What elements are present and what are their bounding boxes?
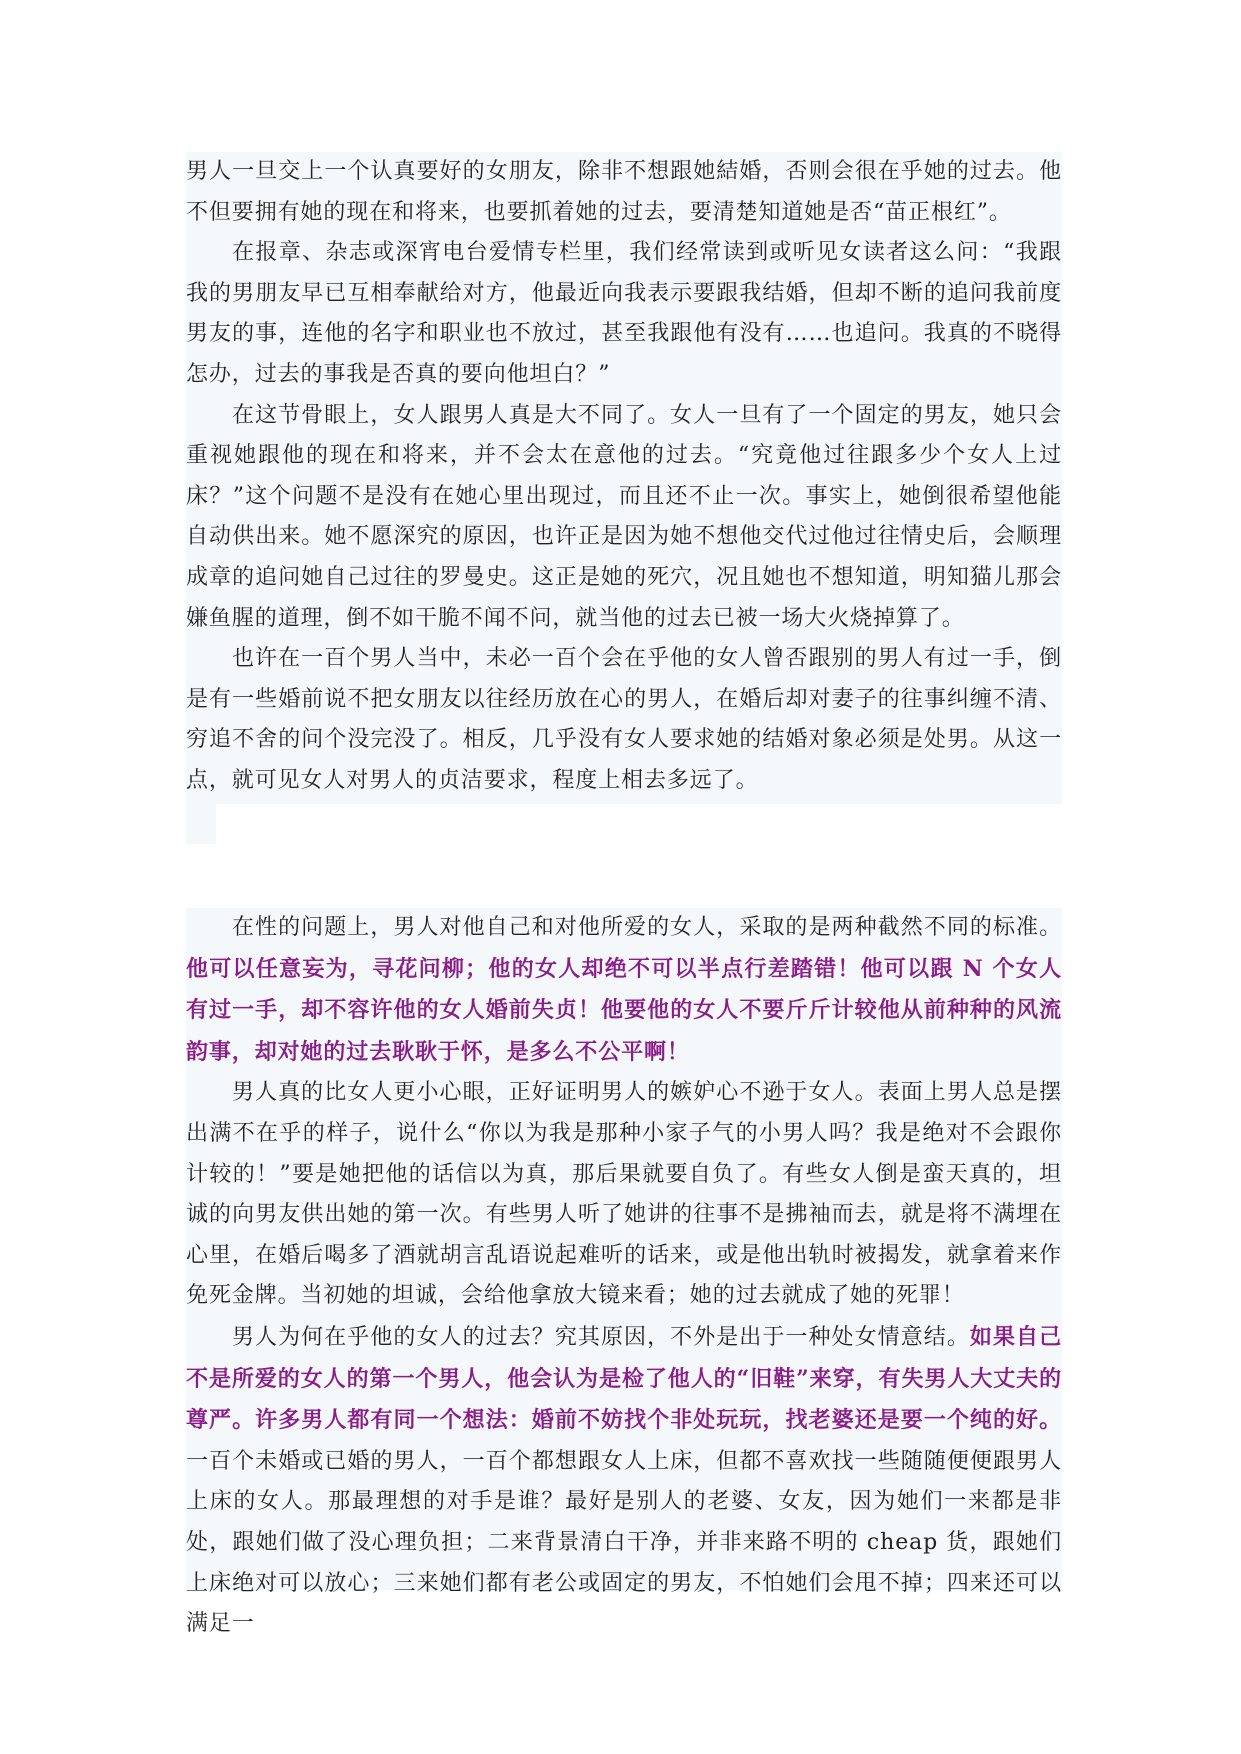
- paragraph: [186, 908, 1062, 1073]
- paragraph: 男人真的比女人更小心眼，正好证明男人的嫉妒心不逊于女人。表面上男人总是摆出满不在乎的样子，说什么“你以为我是那种小家子气的小男人吗？我是绝对不会跟你计较的！”要是她把他的话信以为真，那后果就要自负了。有些女人倒是蛮天真的，坦诚的向男友供出她的第一次。有些男人听了她讲的往事不是拂袖而去，就是将不满埋在心里，在婚后喝多了酒就胡言乱语说起难听的话来，或是他出轨时被揭发，就拿着来作免死金牌。当初她的坦诚，会给他拿放大镜来看；她的过去就成了她的死罪！: [186, 1080, 1062, 1309]
- highlighted-text: 如果自己不是所爱的女人的第一个男人，他会认为是检了他人的“旧鞋”来穿，有失男人大丈夫的尊严。许多男人都有同一个想法：婚前不妨找个非处玩玩，找老婆还是要一个纯的好。: [186, 1323, 1062, 1434]
- paragraph-text: 在性的问题上，男人对他自己和对他所爱的女人，采取的是两种截然不同的标准。: [232, 915, 1062, 940]
- text-block-2: [186, 908, 1062, 1637]
- paragraph: 在报章、杂志或深宵电台爱情专栏里，我们经常读到或听见女读者这么问：“我跟我的男朋友早已互相奉献给对方，他最近向我表示要跟我结婚，但却不断的追问我前度男友的事，连他的名字和职业也不放过，甚至我跟他有没有……也追问。我真的不晓得怎办，过去的事我是否真的要向他坦白？”: [186, 240, 1062, 387]
- text-block-tail: [186, 804, 216, 844]
- text-block-1: [186, 152, 1062, 804]
- paragraph: 男人一旦交上一个认真要好的女朋友，除非不想跟她結婚，否则会很在乎她的过去。他不但要拥有她的现在和将来，也要抓着她的过去，要清楚知道她是否“苗正根红”。: [186, 159, 1062, 225]
- paragraph: [186, 1317, 1062, 1645]
- paragraph-text: 一百个未婚或已婚的男人，一百个都想跟女人上床，但都不喜欢找一些随随便便跟男人上床的女人。那最理想的对手是谁？最好是别人的老婆、女友，因为她们一来都是非处，跟她们做了没心理负担；二来背景清白干净，并非来路不明的 cheap 货，跟她们上床绝对可以放心；三来她们都有老公或固定的男友，不怕她们会甩不掉；四来还可以满足一: [186, 1448, 1062, 1637]
- paragraph-text: 男人为何在乎他的女人的过去？究其原因，不外是出于一种处女情意结。: [232, 1324, 970, 1350]
- paragraph: 在这节骨眼上，女人跟男人真是大不同了。女人一旦有了一个固定的男友，她只会重视她跟他的现在和将来，并不会太在意他的过去。“究竟他过往跟多少个女人上过床？”这个问题不是没有在她心里出现过，而且还不止一次。事实上，她倒很希望他能自动供出来。她不愿深究的原因，也许正是因为她不想他交代过他过往情史后，会顺理成章的追问她自己过往的罗曼史。这正是她的死穴，况且她也不想知道，明知猫儿那会嫌鱼腥的道理，倒不如干脆不闻不问，就当他的过去已被一场大火烧掉算了。: [186, 402, 1062, 631]
- highlighted-text: 他可以任意妄为，寻花问柳；他的女人却绝不可以半点行差踏错！他可以跟 N 个女人有过一手，却不容许他的女人婚前失贞！他要他的女人不要斤斤计较他从前种种的风流韵事，却对她的过去耿耿于怀，是多么不公平啊！: [186, 955, 1062, 1065]
- paragraph: 也许在一百个男人当中，未必一百个会在乎他的女人曾否跟别的男人有过一手，倒是有一些婚前说不把女朋友以往经历放在心的男人，在婚后却对妻子的往事纠缠不清、穷追不舍的问个没完没了。相反，几乎没有女人要求她的结婚对象必须是处男。从这一点，就可见女人对男人的贞洁要求，程度上相去多远了。: [186, 646, 1062, 793]
